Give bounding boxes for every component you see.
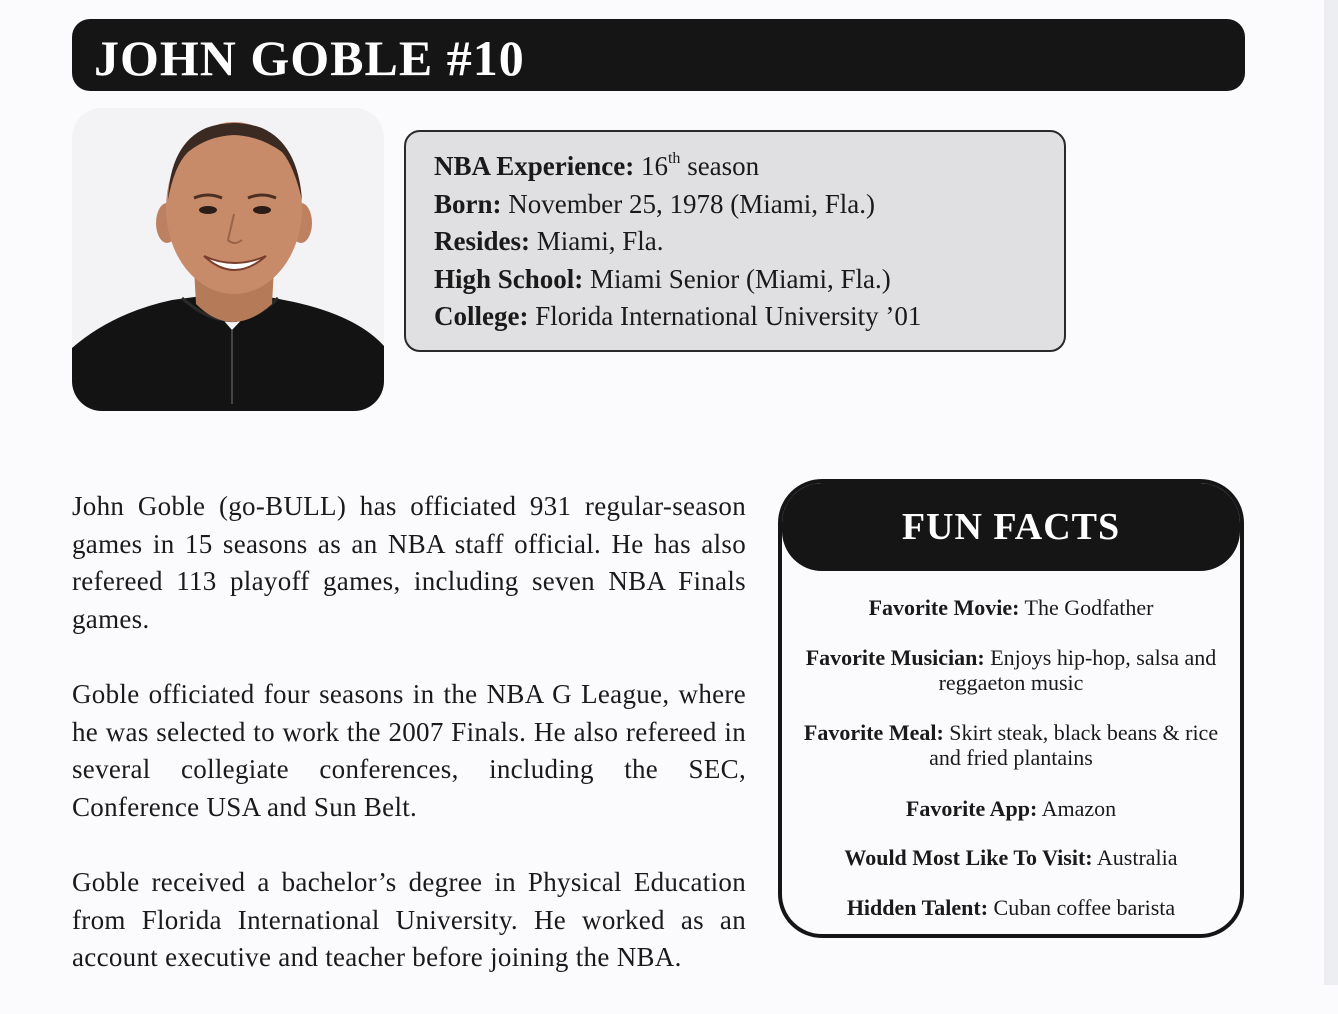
info-resides bbox=[434, 223, 1064, 261]
fact-value: The Godfather bbox=[1024, 595, 1154, 620]
fun-facts-title: FUN FACTS bbox=[901, 506, 1121, 548]
fact-label: Would Most Like To Visit: bbox=[844, 845, 1093, 870]
fact-label: Hidden Talent: bbox=[846, 895, 989, 920]
page-title: JOHN GOBLE #10 bbox=[94, 30, 525, 86]
bio-paragraph: John Goble (go-BULL) has officiated 931 regular-season games in 15 seasons as an NBA staff official. He has also refereed 113 playoff games, including seven NBA Finals games. bbox=[72, 491, 746, 634]
fact-label: Favorite Movie: bbox=[868, 595, 1020, 620]
fact-value: Skirt steak, black beans & rice and fried plantains bbox=[929, 720, 1219, 770]
fact-value: Australia bbox=[1096, 845, 1178, 870]
bio-paragraph: Goble officiated four seasons in the NBA G League, where he was selected to work the 2007 Finals. He also refereed in several collegiate conferences, including the SEC, Conference USA and Sun Belt. bbox=[72, 678, 746, 822]
bio-paragraph: Goble received a bachelor’s degree in Physical Education from Florida International University. He worked as an account executive and teacher before joining the NBA. bbox=[72, 866, 746, 973]
info-value-suffix: season bbox=[680, 151, 760, 181]
page-edge bbox=[1324, 0, 1338, 985]
referee-photo bbox=[72, 108, 384, 411]
fact-label: Favorite Meal: bbox=[803, 720, 944, 745]
info-label: Resides: bbox=[434, 226, 530, 256]
info-college bbox=[434, 298, 1064, 336]
info-label: NBA Experience: bbox=[434, 151, 635, 181]
info-value: 16 bbox=[640, 151, 668, 181]
fun-facts-box bbox=[778, 479, 1244, 938]
info-value: Miami Senior (Miami, Fla.) bbox=[590, 263, 891, 294]
biography bbox=[72, 488, 746, 1014]
fact-value: Enjoys hip-hop, salsa and reggaeton music bbox=[938, 645, 1217, 695]
info-label: College: bbox=[434, 301, 529, 331]
fun-facts-header bbox=[782, 483, 1240, 571]
fact-label: Favorite App: bbox=[905, 796, 1038, 821]
fact-favorite-meal bbox=[800, 720, 1222, 770]
fact-label: Favorite Musician: bbox=[805, 645, 985, 670]
info-label: Born: bbox=[434, 188, 502, 219]
info-high-school bbox=[434, 261, 1064, 299]
fact-hidden-talent bbox=[800, 895, 1222, 920]
fact-favorite-movie bbox=[800, 595, 1222, 620]
info-born bbox=[434, 186, 1064, 224]
fact-favorite-app bbox=[800, 796, 1222, 821]
info-ordinal-suffix: th bbox=[667, 150, 681, 167]
info-label: High School: bbox=[434, 263, 584, 294]
info-box bbox=[404, 130, 1066, 352]
info-nba-experience bbox=[434, 148, 1064, 186]
fact-favorite-musician bbox=[800, 645, 1222, 695]
fact-value: Cuban coffee barista bbox=[993, 895, 1176, 920]
info-value: Miami, Fla. bbox=[536, 226, 664, 256]
fact-value: Amazon bbox=[1041, 796, 1117, 821]
info-value: November 25, 1978 (Miami, Fla.) bbox=[508, 188, 875, 219]
title-bar bbox=[72, 19, 1245, 91]
fact-would-most-like-to-visit bbox=[800, 845, 1222, 870]
info-value: Florida International University ’01 bbox=[535, 301, 922, 331]
